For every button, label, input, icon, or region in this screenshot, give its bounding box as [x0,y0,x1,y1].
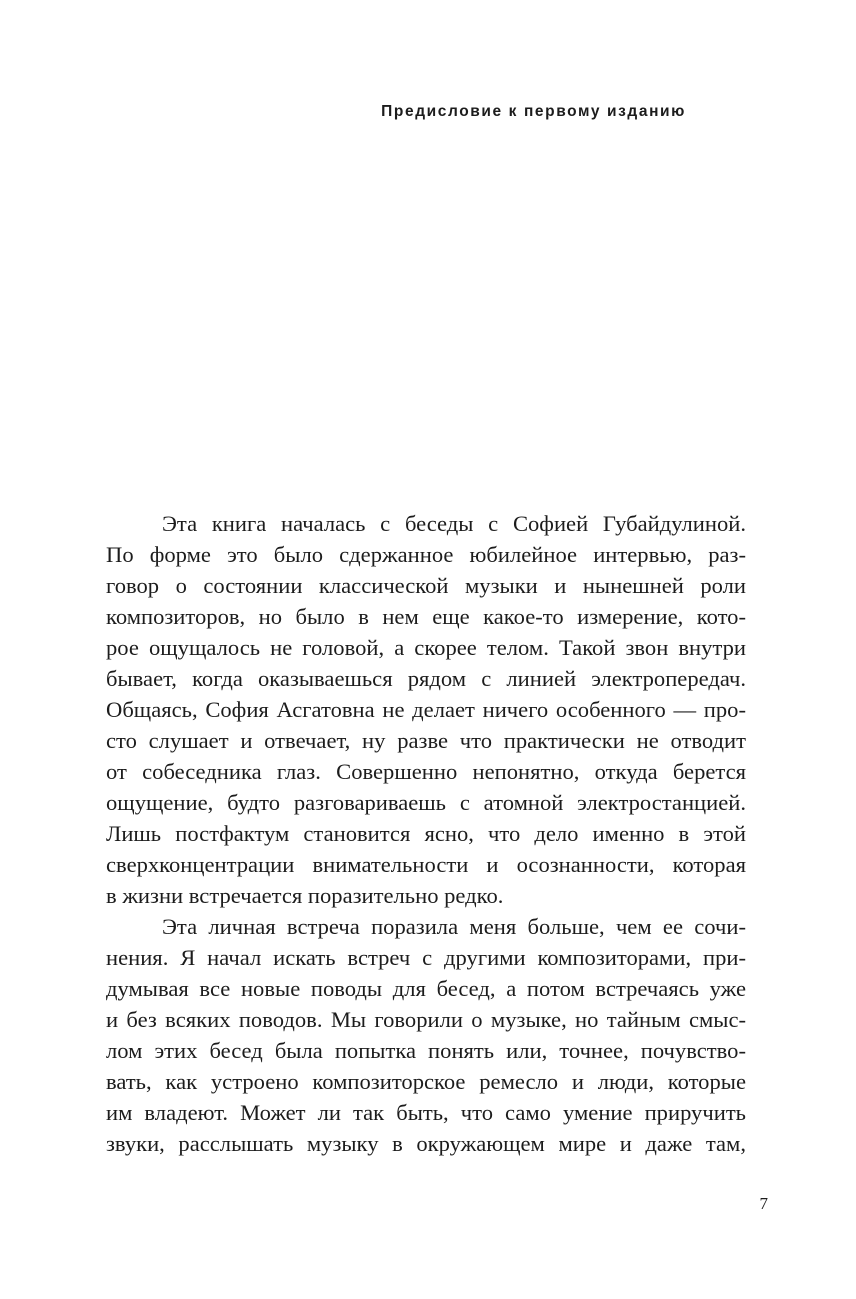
text-line: говор о состоянии классической музыки и нынешней роли [106,573,746,598]
text-line: Эта книга началась с беседы с Софией Губайдулиной. [162,511,746,536]
text-line: нения. Я начал искать встреч с другими композиторами, при- [106,945,746,970]
text-line: сверхконцентрации внимательности и осознанности, которая [106,852,746,877]
text-line: композиторов, но было в нем еще какое-то измерение, кото- [106,604,746,629]
body-text [106,508,746,1159]
text-line: Эта личная встреча поразила меня больше, чем ее сочи- [162,914,746,939]
text-line: вать, как устроено композиторское ремесло и люди, которые [106,1069,746,1094]
text-line: По форме это было сдержанное юбилейное интервью, раз- [106,542,746,567]
text-line: от собеседника глаз. Совершенно непонятно, откуда берется [106,759,746,784]
text-line: Общаясь, София Асгатовна не делает ничего особенного — про- [106,697,746,722]
text-line: и без всяких поводов. Мы говорили о музыке, но тайным смыс- [106,1007,746,1032]
running-title: Предисловие к первому изданию [381,103,686,120]
page-number: 7 [759,1194,768,1213]
text-line: им владеют. Может ли так быть, что само умение приручить [106,1100,746,1125]
text-line: Лишь постфактум становится ясно, что дело именно в этой [106,821,746,846]
text-line: в жизни встречается поразительно редко. [106,883,504,908]
text-line: лом этих бесед была попытка понять или, точнее, почувство- [106,1038,746,1063]
text-line: думывая все новые поводы для бесед, а потом встречаясь уже [106,976,746,1001]
text-line: бывает, когда оказываешься рядом с линией электропередач. [106,666,746,691]
paragraph-1 [106,508,746,911]
text-line: рое ощущалось не головой, а скорее телом. Такой звон внутри [106,635,746,660]
text-line: звуки, расслышать музыку в окружающем мире и даже там, [106,1131,746,1156]
text-line: ощущение, будто разговариваешь с атомной электростанцией. [106,790,746,815]
paragraph-2 [106,911,746,1159]
text-line: сто слушает и отвечает, ну разве что практически не отводит [106,728,746,753]
